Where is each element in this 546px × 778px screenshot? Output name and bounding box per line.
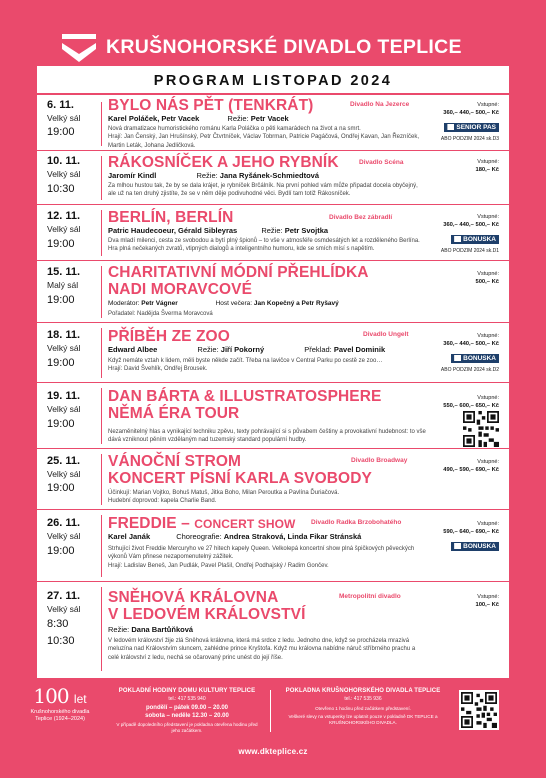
event-hall: Malý sál (47, 280, 79, 290)
date-divider (101, 328, 102, 378)
event-date: 27. 11. (47, 590, 81, 602)
date-divider (101, 454, 102, 505)
subscription-label: ABO PODZIM 2024 sk.D3 (440, 136, 499, 142)
description-text: Strhující život Freddie Mercuryho ve 27 hitech kapely Queen. Velkolepá koncertní show plná špičkových pěveckých výkonů Vám přinese nezapomenutelný zážitek. (108, 546, 415, 561)
event-credits (108, 345, 385, 355)
event-card[interactable] (37, 261, 509, 323)
price-label: Vstupné: (477, 102, 499, 108)
event-description: Pořadatel: Nadějda Šverma Moravcová (108, 311, 213, 317)
program-title: PROGRAM LISTOPAD 2024 (153, 73, 393, 89)
director: Petr Svojtka (284, 226, 329, 235)
credit-label: Režie: (261, 226, 283, 235)
title-line: VÁNOČNÍ STROM (108, 453, 242, 470)
event-time: 19:00 (47, 482, 75, 494)
website-link[interactable]: www.dkteplice.cz (238, 747, 308, 756)
event-description (108, 125, 426, 150)
author: Karel Janák (108, 532, 151, 541)
event-description (108, 357, 426, 374)
footer-qr-code-icon[interactable] (459, 690, 499, 730)
badge-label: BONUSKA (463, 543, 496, 550)
price-label: Vstupné: (477, 214, 499, 220)
event-time: 8:30 (47, 618, 69, 630)
credit-label: Režie: (197, 345, 219, 354)
anniversary-line: Krušnohorského divadla (30, 709, 90, 715)
director: Dana Bartůňková (131, 625, 194, 634)
event-credits (108, 114, 289, 124)
credit-label: Moderátor: (108, 300, 140, 307)
footer (0, 678, 546, 778)
box-office-note: Veškeré slevy na vstupenky lze uplatnit pouze v pokladně DK TEPLICE a KRUŠNOHORSKÉHO DIVADLA. (288, 714, 438, 725)
event-credits (108, 299, 339, 309)
price-box (429, 594, 499, 608)
price-label: Vstupné: (477, 521, 499, 527)
event-date: 25. 11. (47, 455, 81, 467)
event-card[interactable] (37, 97, 509, 151)
anniversary-number (30, 686, 90, 709)
credit-label: Choreografie: (176, 532, 222, 541)
event-time: 19:00 (47, 294, 75, 306)
box-office-hours: sobota – neděle 12.30 – 20.00 (145, 713, 229, 719)
credit-label: Překlad: (304, 345, 332, 354)
event-venue: Divadlo Radka Brzobohatého (311, 519, 402, 526)
event-hall: Velký sál (47, 169, 81, 179)
director: Petr Vacek (250, 114, 289, 123)
event-venue: Divadlo Broadway (351, 457, 408, 464)
event-card[interactable] (37, 323, 509, 383)
bonuska-badge (451, 542, 499, 551)
event-description: Dva mladí milenci, cesta ze svobodou a bytí plný špionů – to vše v atmosféře osmdesátých let a rozděleného Berlína. Hra plná nečekaných zvratů, vtipných dialogů a inteligentního humoru, kde se smích mísí s napětím. (108, 238, 420, 253)
price-box (429, 159, 499, 173)
event-title[interactable] (108, 515, 295, 533)
anniversary-logo (30, 686, 90, 723)
credit-label: Režie: (227, 114, 249, 123)
title-subtext: CONCERT SHOW (194, 517, 296, 531)
title-divider (37, 93, 509, 95)
senior-pas-badge (444, 123, 499, 132)
price-box (429, 102, 499, 142)
price-label: Vstupné: (477, 333, 499, 339)
subscription-label: ABO PODZIM 2024 sk.D2 (440, 367, 499, 373)
price: 360,– 440,– 500,– Kč (443, 110, 499, 116)
cast-text: Hrají: Jan Čenský, Jan Hrušínský, Petr Čtvrtníček, Václav Tobrman, Patricie Pagáčová, Ondřej Kavan, Jan Řezníček, Martin Leták, Johana Jedličková. (108, 134, 420, 149)
price-box (429, 333, 499, 373)
event-hall: Velký sál (47, 224, 81, 234)
qr-code-icon[interactable] (463, 411, 499, 447)
event-title[interactable]: PŘÍBĚH ZE ZOO (108, 328, 230, 345)
event-time-2: 10:30 (47, 635, 75, 647)
program-sheet (37, 66, 509, 678)
ticket-icon (454, 355, 461, 361)
theatre-logo-icon (62, 34, 96, 62)
price: 490,– 590,– 690,– Kč (443, 467, 499, 473)
cast-text: Hudební doprovod: kapela Charlie Band. (108, 498, 217, 505)
event-time: 19:00 (47, 238, 75, 250)
price-box (429, 521, 499, 553)
event-date: 26. 11. (47, 517, 81, 529)
event-date: 15. 11. (47, 266, 81, 278)
event-venue: Divadlo Bez zábradlí (329, 214, 393, 221)
anniversary-number-value: 100 (33, 684, 69, 708)
title-line: CHARITATIVNÍ MÓDNÍ PŘEHLÍDKA (108, 264, 369, 281)
price-box (429, 271, 499, 285)
event-time: 19:00 (47, 357, 75, 369)
ticket-icon (447, 124, 454, 130)
credit-label: Režie: (196, 171, 218, 180)
description-text: Nová dramatizace humoristického románu Karla Poláčka o pěti kamarádech na život a na smrt. (108, 126, 361, 132)
date-divider (101, 210, 102, 256)
event-card[interactable] (37, 449, 509, 510)
price: 180,– Kč (475, 167, 499, 173)
event-time: 19:00 (47, 126, 75, 138)
event-credits (108, 171, 319, 181)
badge-label: BONUSKA (463, 355, 496, 362)
box-office-note: Otevřeno 1 hodinu před začátkem představení. (315, 706, 411, 711)
description-text: Účinkují: Marian Vojtko, Bohuš Matuš, Jitka Boho, Milan Peroutka a Pavlína Ďuriačová. (108, 490, 340, 496)
price: 360,– 440,– 500,– Kč (443, 341, 499, 347)
anniversary-unit: let (73, 692, 87, 706)
price-label: Vstupné: (477, 159, 499, 165)
event-card[interactable] (37, 383, 509, 449)
price: 360,– 440,– 500,– Kč (443, 222, 499, 228)
event-title[interactable] (108, 453, 372, 487)
author: Edward Albee (108, 345, 158, 354)
event-description: Za mlhou hustou tak, že by se dala krájet, je rybníček Brčálník. Na první pohled vám může připadat docela obyčejný, ale už na ten druhý zjistíte, že se v něm děje podivuhodné věci. Bydlí tam totiž Rákosníček. (108, 183, 418, 198)
title-text: FREDDIE – (108, 515, 190, 532)
event-description: V ledovém království žije zlá Sněhová královna, která má srdce z ledu. Jednoho dne, když se procházela mrazivá meluzína nad Královstvím sluncem, zahlédne prince Kryštofa. Když mu královna nabídne náruč stříbrného prachu a celé království z ledu, nechá se očarovaný princ unést do její říše. (108, 638, 416, 661)
event-date: 12. 11. (47, 210, 81, 222)
price: 590,– 640,– 690,– Kč (443, 529, 499, 535)
event-credits (108, 532, 361, 542)
event-credits (108, 226, 328, 236)
event-venue: Divadlo Na Jezerce (350, 101, 410, 108)
box-office-phone[interactable]: tel.: 417 535 936 (344, 696, 382, 702)
translator: Pavel Dominik (333, 345, 386, 354)
event-card[interactable] (37, 510, 509, 582)
event-date: 19. 11. (47, 390, 81, 402)
event-hall: Velký sál (47, 531, 81, 541)
header (0, 28, 546, 68)
title-line: V LEDOVÉM KRÁLOVSTVÍ (108, 606, 306, 623)
price-box (429, 459, 499, 473)
footer-divider (270, 690, 271, 732)
date-divider (101, 266, 102, 318)
cast-text: Hrají: Ladislav Beneš, Jan Pudlák, Pavel Plašil, Ondřej Podhajský / Radim Gončev. (108, 562, 329, 569)
event-description: Nezaměnitelný hlas a vynikající techniku zpěvu, texty pohrávající si s půvabem češtiny a provokativní hudebnost: to vše dává vzniknout pěním vzdělaným nad tuzemský standard populární hudby. (108, 429, 426, 444)
event-venue: Divadlo Ungelt (363, 331, 409, 338)
author: Patric Haudecoeur, Gérald Sibleyras (108, 226, 238, 235)
badge-label: SENIOR PAS (456, 124, 496, 131)
box-office-title: POKLADNA KRUŠNOHORSKÉHO DIVADLA TEPLICE (285, 688, 441, 694)
subscription-label: ABO PODZIM 2024 sk.D1 (440, 248, 499, 254)
date-divider (101, 515, 102, 577)
description-text: Když nemáte vztah k lidem, měli byste někde začít. Třeba na lavičce v Central Parku po cestě ze zoo… (108, 358, 383, 364)
event-title[interactable] (108, 388, 381, 422)
price-label: Vstupné: (477, 459, 499, 465)
title-line: NĚMÁ ÉRA TOUR (108, 405, 240, 422)
event-venue: Metropolitní divadlo (339, 593, 401, 600)
title-line: SNĚHOVÁ KRÁLOVNA (108, 589, 279, 606)
event-title[interactable]: RÁKOSNÍČEK A JEHO RYBNÍK (108, 154, 339, 171)
event-hall: Velký sál (47, 469, 81, 479)
event-description (108, 545, 426, 570)
credit-label: Host večera: (215, 300, 253, 307)
price: 100,– Kč (475, 602, 499, 608)
title-line: NADI MORAVCOVÉ (108, 281, 253, 298)
moderator: Petr Vágner (141, 300, 178, 307)
event-title[interactable]: BYLO NÁS PĚT (TENKRÁT) (108, 97, 314, 114)
title-line: DAN BÁRTA & ILLUSTRATOSPHERE (108, 388, 382, 405)
event-date: 18. 11. (47, 329, 81, 341)
box-office-hours: pondělí – pátek 09.00 – 20.00 (145, 705, 229, 711)
event-time: 19:00 (47, 418, 75, 430)
bonuska-badge (451, 235, 499, 244)
event-date: 10. 11. (47, 155, 81, 167)
credit-label: Režie: (108, 625, 130, 634)
qr-code-graphic (461, 692, 497, 728)
date-divider (101, 388, 102, 444)
event-description (108, 489, 426, 506)
price-label: Vstupné: (477, 594, 499, 600)
ticket-icon (454, 236, 461, 242)
box-office-theatre (278, 688, 448, 726)
cast-text: Hrají: David Švehlík, Ondřej Brousek. (108, 366, 208, 373)
choreographer: Andrea Straková, Linda Fikar Stránská (223, 532, 362, 541)
badge-label: BONUSKA (463, 236, 496, 243)
price-box (429, 214, 499, 254)
event-hall: Velký sál (47, 604, 81, 614)
ticket-icon (454, 543, 461, 549)
event-title[interactable]: BERLÍN, BERLÍN (108, 209, 234, 226)
price: 550,– 600,– 650,– Kč (443, 403, 499, 409)
price-label: Vstupné: (477, 395, 499, 401)
event-title[interactable] (108, 264, 369, 298)
box-office-title: POKLADNÍ HODINY DOMU KULTURY TEPLICE (118, 688, 256, 694)
box-office-phone[interactable]: tel.: 417 535 940 (168, 696, 206, 702)
event-card[interactable] (37, 582, 509, 678)
date-divider (101, 102, 102, 146)
price-label: Vstupné: (477, 271, 499, 277)
author: Karel Poláček, Petr Vacek (108, 114, 200, 123)
event-time: 19:00 (47, 545, 75, 557)
event-hall: Velký sál (47, 343, 81, 353)
event-credits (108, 625, 193, 635)
date-divider (101, 156, 102, 200)
event-card[interactable] (37, 205, 509, 261)
event-time: 10:30 (47, 183, 75, 195)
event-venue: Divadlo Scéna (359, 159, 404, 166)
box-office-note: V případě dopoledního představení je pokladna otevřena hodinu před jeho začátkem. (116, 722, 258, 733)
event-card[interactable] (37, 151, 509, 205)
event-date: 6. 11. (47, 99, 74, 111)
theatre-name: KRUŠNOHORSKÉ DIVADLO TEPLICE (106, 36, 462, 58)
event-hall: Velký sál (47, 113, 81, 123)
event-title[interactable] (108, 589, 306, 623)
anniversary-line: Teplice (1924–2024) (35, 716, 85, 722)
author: Jaromír Kindl (108, 171, 157, 180)
bonuska-badge (451, 354, 499, 363)
date-divider (101, 587, 102, 671)
director: Jana Ryšánek-Schmiedtová (219, 171, 320, 180)
event-hall: Velký sál (47, 404, 81, 414)
title-line: KONCERT PÍSNÍ KARLA SVOBODY (108, 470, 372, 487)
price-box (429, 395, 499, 409)
price: 500,– Kč (475, 279, 499, 285)
box-office-dk (112, 688, 262, 734)
guest: Jan Kopečný a Petr Ryšavý (253, 300, 339, 307)
director: Jiří Pokorný (220, 345, 265, 354)
